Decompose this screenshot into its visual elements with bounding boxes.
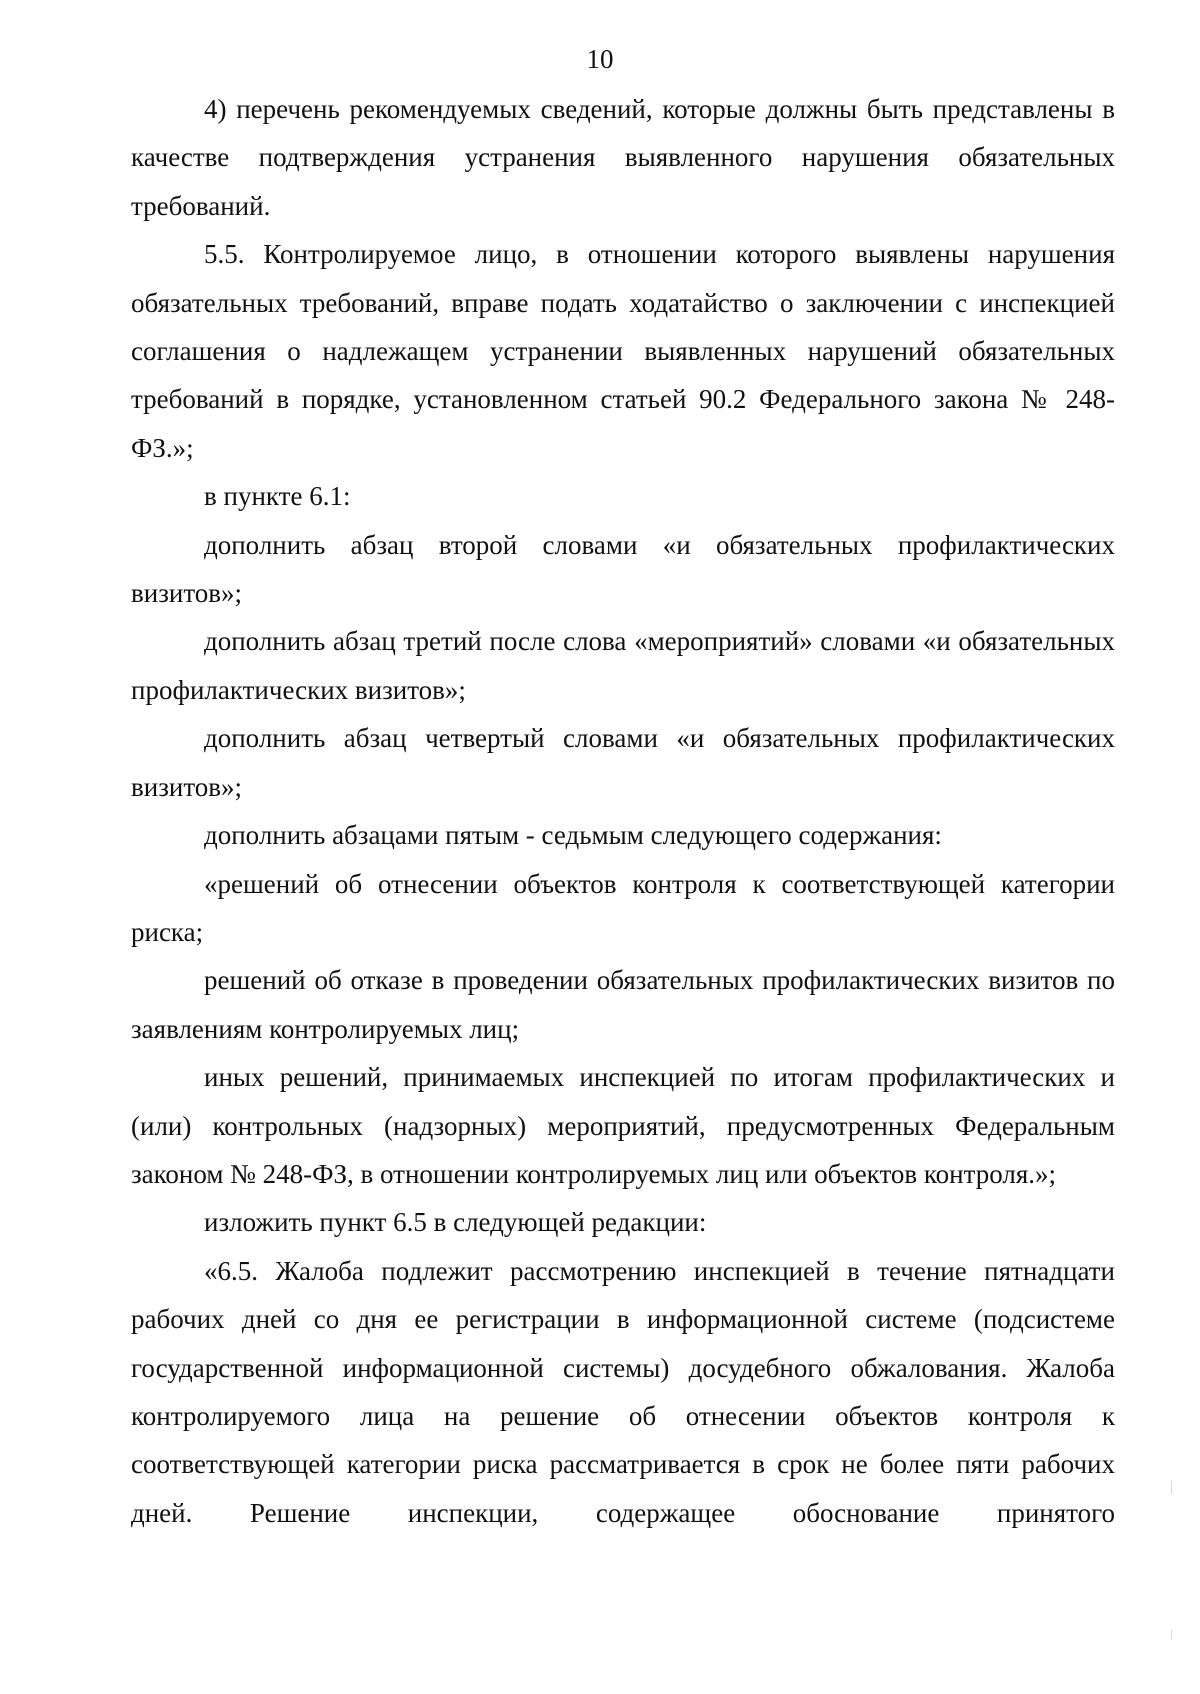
paragraph-new-para-5: «решений об отнесении объектов контроля к соответствующей категории риска; xyxy=(131,868,1115,947)
paragraph-amend-para-3: дополнить абзац третий после слова «мероприятий» словами «и обязательных профилактических визитов»; xyxy=(131,626,1115,705)
paragraph-new-para-7: иных решений, принимаемых инспекцией по итогам профилактических и (или) контрольных (надзорных) мероприятий, предусмотренных Федеральным законом № 248-ФЗ, в отношении контролируемых лиц или объектов контроля.»; xyxy=(131,1062,1115,1189)
paragraph-point-6-5-text: «6.5. Жалоба подлежит рассмотрению инспекцией в течение пятнадцати рабочих дней со дня ее регистрации в информационной системе (подсистеме государственной информационной системы) досудебного обжалования. Жалоба контролируемого лица на решение об отнесении объектов контроля к соответствующей категории риска рассматривается в срок не более пяти рабочих дней. Решение инспекции, содержащее обоснование принятого xyxy=(131,1255,1115,1528)
paragraph-item-5-5: 5.5. Контролируемое лицо, в отношении которого выявлены нарушения обязательных требований, вправе подать ходатайство о заключении с инспекцией соглашения о надлежащем устранении выявленных нарушений обязательных требований в порядке, установленном статьей 90.2 Федерального закона № 248-ФЗ.»; xyxy=(131,239,1115,463)
paragraph-point-6-1: в пункте 6.1: xyxy=(204,481,351,512)
paragraph-amend-paras-5-7: дополнить абзацами пятым - седьмым следующего содержания: xyxy=(204,820,942,851)
paragraph-new-para-6: решений об отказе в проведении обязательных профилактических визитов по заявлениям контролируемых лиц; xyxy=(131,965,1115,1044)
scan-edge-mark xyxy=(1171,1630,1172,1640)
paragraph-amend-para-4: дополнить абзац четвертый словами «и обязательных профилактических визитов»; xyxy=(131,723,1115,802)
scan-edge-mark xyxy=(1171,1480,1172,1494)
document-body xyxy=(131,85,1115,1537)
page-number: 10 xyxy=(586,44,614,74)
paragraph-point-6-5-intro: изложить пункт 6.5 в следующей редакции: xyxy=(204,1207,707,1238)
paragraph-item-4: 4) перечень рекомендуемых сведений, которые должны быть представлены в качестве подтверждения устранения выявленного нарушения обязательных требований. xyxy=(131,94,1115,221)
paragraph-amend-para-2: дополнить абзац второй словами «и обязательных профилактических визитов»; xyxy=(131,529,1115,609)
